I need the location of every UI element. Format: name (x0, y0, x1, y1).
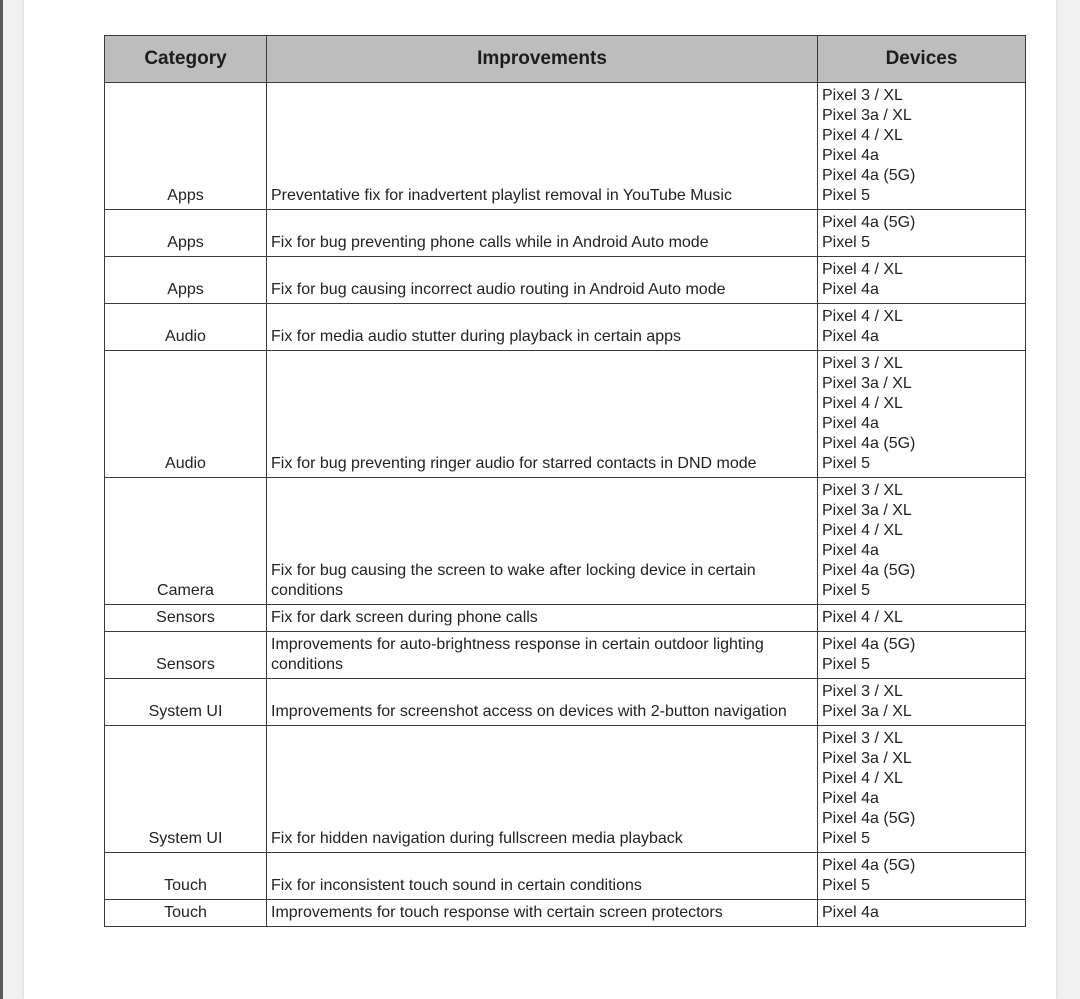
device-item: Pixel 3 / XL (822, 355, 903, 372)
devices-cell (818, 605, 1026, 632)
device-item: Pixel 4a (5G) (822, 435, 916, 452)
table-row (105, 726, 1026, 853)
table-row (105, 257, 1026, 304)
category-cell: Touch (105, 853, 267, 900)
improvement-cell: Fix for bug causing the screen to wake after locking device in certain conditions (267, 478, 818, 605)
device-item: Pixel 4 / XL (822, 609, 903, 626)
device-item: Pixel 4 / XL (822, 770, 903, 787)
device-item: Pixel 5 (822, 187, 871, 204)
device-item: Pixel 4 / XL (822, 308, 903, 325)
improvement-cell: Improvements for auto-brightness response in certain outdoor lighting conditions (267, 632, 818, 679)
category-cell: System UI (105, 679, 267, 726)
device-item: Pixel 3 / XL (822, 730, 903, 747)
devices-cell (818, 210, 1026, 257)
category-cell: Touch (105, 900, 267, 927)
header-devices: Devices (818, 36, 1026, 83)
device-item: Pixel 4a (5G) (822, 857, 916, 874)
device-item: Pixel 3a / XL (822, 375, 912, 392)
device-item: Pixel 3 / XL (822, 482, 903, 499)
table-row (105, 304, 1026, 351)
improvement-cell: Fix for hidden navigation during fullscreen media playback (267, 726, 818, 853)
table-row (105, 900, 1026, 927)
devices-cell (818, 900, 1026, 927)
device-item: Pixel 3a / XL (822, 750, 912, 767)
device-item: Pixel 4a (822, 328, 879, 345)
table-row (105, 632, 1026, 679)
improvement-cell: Preventative fix for inadvertent playlist removal in YouTube Music (267, 83, 818, 210)
left-edge-divider (0, 0, 3, 999)
improvement-cell: Fix for bug preventing ringer audio for starred contacts in DND mode (267, 351, 818, 478)
device-item: Pixel 4 / XL (822, 127, 903, 144)
category-cell: Apps (105, 257, 267, 304)
category-cell: Audio (105, 304, 267, 351)
category-cell: Sensors (105, 632, 267, 679)
category-cell: System UI (105, 726, 267, 853)
table-row (105, 83, 1026, 210)
table-row (105, 679, 1026, 726)
improvement-cell: Fix for dark screen during phone calls (267, 605, 818, 632)
device-item: Pixel 4a (822, 415, 879, 432)
devices-cell (818, 351, 1026, 478)
devices-cell (818, 304, 1026, 351)
header-category: Category (105, 36, 267, 83)
category-cell: Audio (105, 351, 267, 478)
improvement-cell: Improvements for touch response with certain screen protectors (267, 900, 818, 927)
device-item: Pixel 5 (822, 830, 871, 847)
table-header-row (105, 36, 1026, 83)
device-item: Pixel 3 / XL (822, 683, 903, 700)
devices-cell (818, 83, 1026, 210)
table-row (105, 478, 1026, 605)
device-item: Pixel 4a (822, 542, 879, 559)
improvement-cell: Fix for bug causing incorrect audio routing in Android Auto mode (267, 257, 818, 304)
device-item: Pixel 4 / XL (822, 261, 903, 278)
table-row (105, 351, 1026, 478)
devices-cell (818, 726, 1026, 853)
category-cell: Apps (105, 83, 267, 210)
devices-cell (818, 632, 1026, 679)
device-item: Pixel 3a / XL (822, 502, 912, 519)
device-item: Pixel 5 (822, 455, 871, 472)
category-cell: Camera (105, 478, 267, 605)
device-item: Pixel 4a (5G) (822, 810, 916, 827)
improvement-cell: Improvements for screenshot access on devices with 2-button navigation (267, 679, 818, 726)
device-item: Pixel 4a (822, 281, 879, 298)
improvement-cell: Fix for media audio stutter during playback in certain apps (267, 304, 818, 351)
category-cell: Apps (105, 210, 267, 257)
device-item: Pixel 5 (822, 582, 871, 599)
device-item: Pixel 4 / XL (822, 522, 903, 539)
changelog-table (104, 35, 1026, 927)
devices-cell (818, 257, 1026, 304)
table-row (105, 210, 1026, 257)
devices-cell (818, 853, 1026, 900)
device-item: Pixel 5 (822, 234, 871, 251)
device-item: Pixel 4a (5G) (822, 167, 916, 184)
device-item: Pixel 3a / XL (822, 107, 912, 124)
device-item: Pixel 3 / XL (822, 87, 903, 104)
device-item: Pixel 4a (5G) (822, 214, 916, 231)
header-improvements: Improvements (267, 36, 818, 83)
table-body (105, 83, 1026, 927)
document-page (24, 0, 1056, 999)
table-row (105, 605, 1026, 632)
device-item: Pixel 5 (822, 877, 871, 894)
device-item: Pixel 4a (5G) (822, 562, 916, 579)
device-item: Pixel 4a (822, 904, 879, 921)
device-item: Pixel 4 / XL (822, 395, 903, 412)
improvement-cell: Fix for bug preventing phone calls while in Android Auto mode (267, 210, 818, 257)
table-row (105, 853, 1026, 900)
device-item: Pixel 3a / XL (822, 703, 912, 720)
category-cell: Sensors (105, 605, 267, 632)
device-item: Pixel 5 (822, 656, 871, 673)
device-item: Pixel 4a (822, 147, 879, 164)
devices-cell (818, 679, 1026, 726)
device-item: Pixel 4a (5G) (822, 636, 916, 653)
device-item: Pixel 4a (822, 790, 879, 807)
improvement-cell: Fix for inconsistent touch sound in certain conditions (267, 853, 818, 900)
devices-cell (818, 478, 1026, 605)
